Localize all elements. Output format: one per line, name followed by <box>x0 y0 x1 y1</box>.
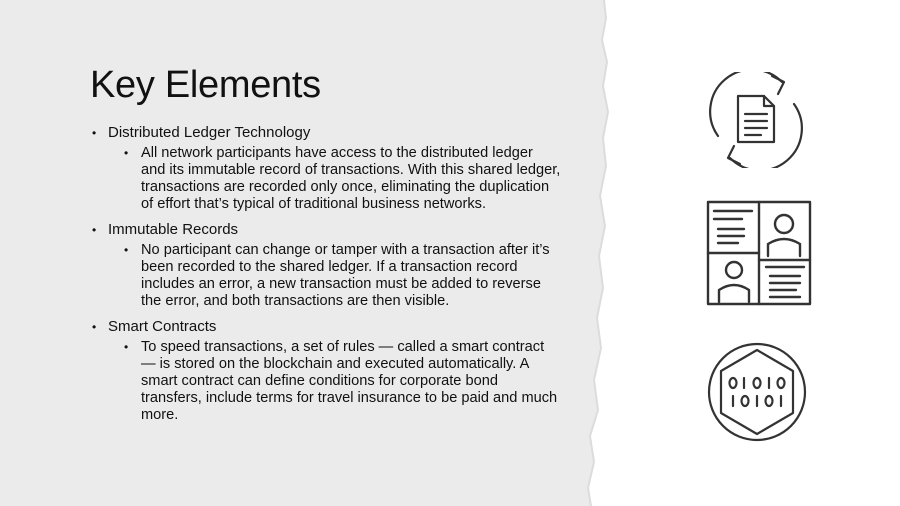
bullet-item <box>90 221 570 239</box>
bullet-marker: • <box>92 223 97 237</box>
sub-bullet-text: All network participants have access to the distributed ledger and its immutable record of transactions. With this shared ledger, transactions are recorded only once, eliminating the duplication of effort that’s typical of traditional business networks. <box>141 145 561 212</box>
profiles-grid-icon <box>706 200 812 306</box>
bullet-item <box>90 318 570 336</box>
bullet-section <box>90 124 570 213</box>
bullet-list <box>90 124 570 432</box>
bullet-marker: • <box>124 243 129 257</box>
document-sync-icon <box>706 72 806 168</box>
sub-bullet-text: No participant can change or tamper with a transaction after it’s been recorded to the shared ledger. If a transaction record includes an error, a new transaction must be added to reverse the error, and both transactions are then visible. <box>141 242 550 309</box>
sub-bullet-item <box>124 242 561 310</box>
slide-title: Key Elements <box>90 64 321 106</box>
bullet-heading: Immutable Records <box>108 221 239 238</box>
bullet-marker: • <box>124 146 129 160</box>
binary-code-icon <box>705 340 809 444</box>
bullet-item <box>90 124 570 142</box>
sub-bullet-item <box>124 339 561 424</box>
sub-bullet-item <box>124 145 561 213</box>
bullet-marker: • <box>92 126 97 140</box>
bullet-section <box>90 221 570 310</box>
sub-bullet-text: To speed transactions, a set of rules — called a smart contract — is stored on the blockchain and executed automatically. A smart contract can define conditions for corporate bond transfers, include terms for travel insurance to be paid and much more. <box>141 339 558 423</box>
bullet-heading: Smart Contracts <box>108 318 217 335</box>
bullet-heading: Distributed Ledger Technology <box>108 124 311 141</box>
bullet-marker: • <box>92 320 97 334</box>
bullet-section <box>90 318 570 424</box>
bullet-marker: • <box>124 340 129 354</box>
